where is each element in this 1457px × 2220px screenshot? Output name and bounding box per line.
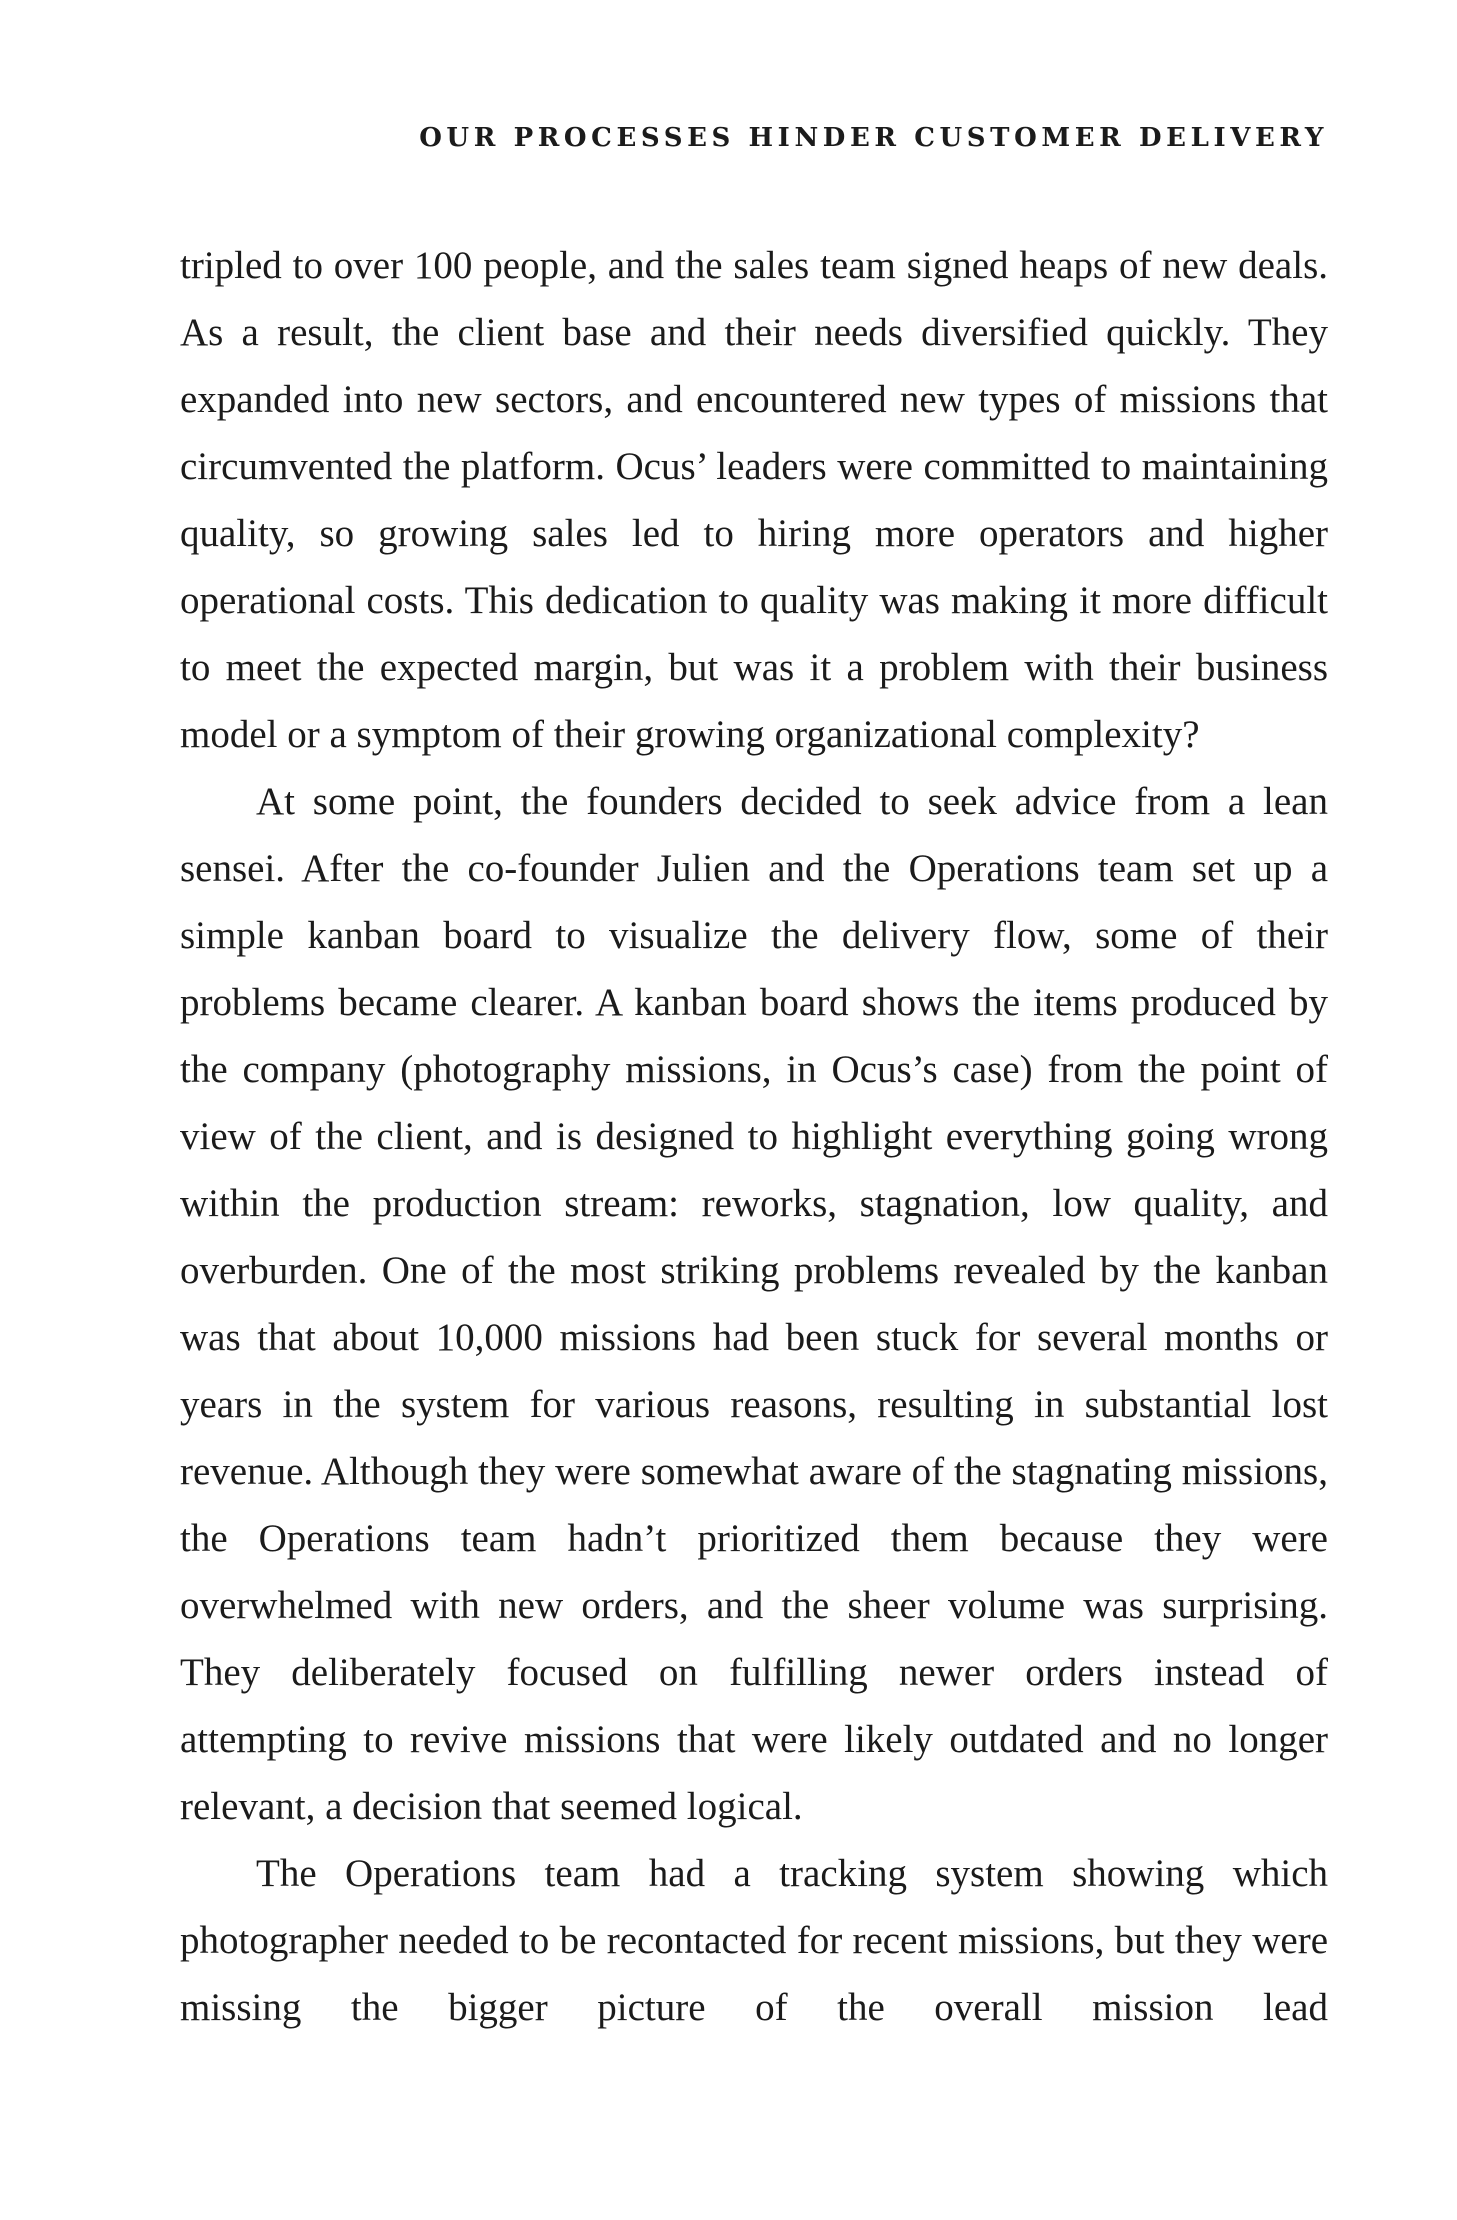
running-head: OUR PROCESSES HINDER CUSTOMER DELIVERY (419, 123, 1328, 153)
paragraph-continued: tripled to over 100 people, and the sales team signed heaps of new deals. As a result, the client base and their needs diversified quickly. They expanded into new sectors, and encountered new types of missions that circumvented the platform. Ocus’ leaders were committed to maintaining quality, so growing sales led to hiring more operators and higher operational costs. This dedication to quality was making it more difficult to meet the expected margin, but was it a problem with their business model or a symptom of their growing organizational complexity? (180, 244, 1328, 756)
body-text (180, 232, 1328, 2041)
paragraph-lean-sensei: At some point, the founders decided to seek advice from a lean sensei. After the co-founder Julien and the Operations team set up a simple kanban board to visualize the delivery flow, some of their problems became clearer. A kanban board shows the items produced by the company (photography missions, in Ocus’s case) from the point of view of the client, and is designed to highlight everything going wrong within the production stream: reworks, stagnation, low quality, and overburden. One of the most striking problems revealed by the kanban was that about 10,000 missions had been stuck for several months or years in the system for various reasons, resulting in substantial lost revenue. Although they were somewhat aware of the stagnating missions, the Operations team hadn’t prioritized them because they were overwhelmed with new orders, and the sheer volume was surprising. They deliberately focused on fulfilling newer orders instead of attempting to revive missions that were likely outdated and no longer relevant, a decision that seemed logical. (180, 780, 1328, 1828)
paragraph-tracking-system: The Operations team had a tracking system showing which photographer needed to be recontacted for recent missions, but they were missing the bigger picture of the overall mission lead (180, 1852, 1328, 2029)
